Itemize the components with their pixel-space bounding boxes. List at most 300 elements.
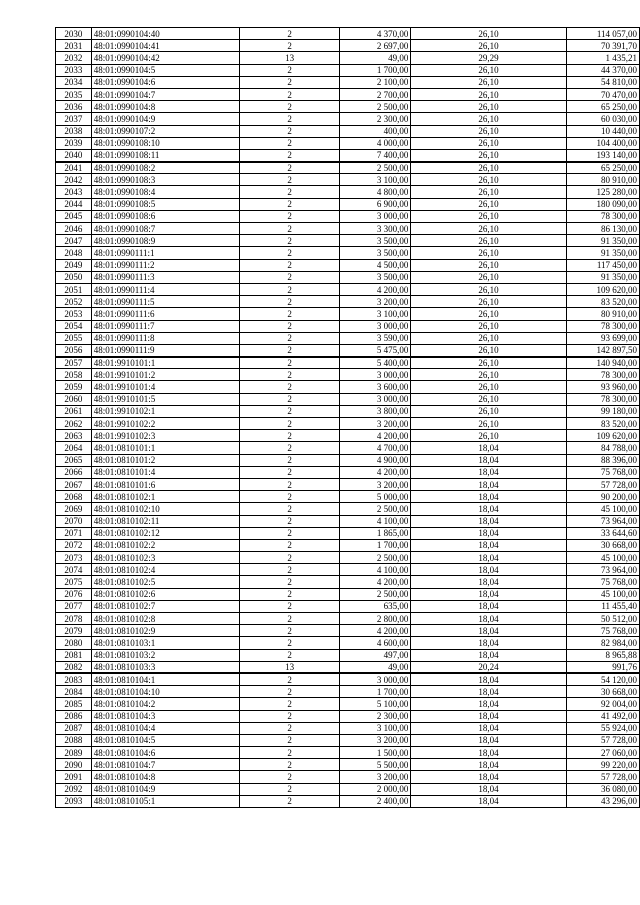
value-cell: 55 924,00: [566, 722, 639, 734]
table-row: [56, 113, 640, 125]
value-cell: 75 768,00: [566, 466, 639, 478]
row-number-cell: 2033: [56, 64, 92, 76]
area-cell: 497,00: [340, 649, 411, 661]
rate-cell: 26,10: [411, 162, 566, 174]
type-code-cell: 2: [240, 174, 340, 186]
type-code-cell: 2: [240, 478, 340, 490]
table-row: [56, 344, 640, 356]
area-cell: 4 370,00: [340, 28, 411, 40]
row-number-cell: 2075: [56, 576, 92, 588]
area-cell: 3 000,00: [340, 393, 411, 405]
rate-cell: 18,04: [411, 454, 566, 466]
type-code-cell: 2: [240, 625, 340, 637]
type-code-cell: 2: [240, 795, 340, 807]
table-row: [56, 734, 640, 746]
cadastral-number-cell: 48:01:0810102:11: [91, 515, 239, 527]
row-number-cell: 2090: [56, 759, 92, 771]
cadastral-number-cell: 48:01:0990104:5: [91, 64, 239, 76]
type-code-cell: 2: [240, 466, 340, 478]
value-cell: 8 965,88: [566, 649, 639, 661]
cadastral-number-cell: 48:01:0810104:2: [91, 698, 239, 710]
area-cell: 4 100,00: [340, 564, 411, 576]
table-row: [56, 88, 640, 100]
type-code-cell: 2: [240, 101, 340, 113]
type-code-cell: 2: [240, 564, 340, 576]
row-number-cell: 2046: [56, 223, 92, 235]
cadastral-number-cell: 48:01:0990108:5: [91, 198, 239, 210]
rate-cell: 26,10: [411, 137, 566, 149]
row-number-cell: 2091: [56, 771, 92, 783]
rate-cell: 20,24: [411, 661, 566, 673]
table-row: [56, 771, 640, 783]
rate-cell: 18,04: [411, 576, 566, 588]
area-cell: 49,00: [340, 661, 411, 673]
cadastral-number-cell: 48:01:0990111:3: [91, 271, 239, 283]
row-number-cell: 2074: [56, 564, 92, 576]
type-code-cell: 2: [240, 747, 340, 759]
table-row: [56, 283, 640, 295]
value-cell: 991,76: [566, 661, 639, 673]
area-cell: 3 800,00: [340, 405, 411, 417]
cadastral-number-cell: 48:01:0810104:6: [91, 747, 239, 759]
row-number-cell: 2051: [56, 283, 92, 295]
row-number-cell: 2061: [56, 405, 92, 417]
rate-cell: 26,10: [411, 296, 566, 308]
rate-cell: 18,04: [411, 442, 566, 454]
area-cell: 2 100,00: [340, 76, 411, 88]
table-row: [56, 661, 640, 673]
value-cell: 78 300,00: [566, 393, 639, 405]
table-row: [56, 247, 640, 259]
rate-cell: 26,10: [411, 332, 566, 344]
table-row: [56, 503, 640, 515]
value-cell: 27 060,00: [566, 747, 639, 759]
area-cell: 4 200,00: [340, 466, 411, 478]
area-cell: 4 200,00: [340, 625, 411, 637]
value-cell: 54 810,00: [566, 76, 639, 88]
area-cell: 5 100,00: [340, 698, 411, 710]
area-cell: 3 000,00: [340, 210, 411, 222]
cadastral-number-cell: 48:01:0810104:1: [91, 673, 239, 685]
row-number-cell: 2056: [56, 344, 92, 356]
row-number-cell: 2093: [56, 795, 92, 807]
area-cell: 4 800,00: [340, 186, 411, 198]
table-row: [56, 296, 640, 308]
row-number-cell: 2059: [56, 381, 92, 393]
row-number-cell: 2041: [56, 162, 92, 174]
type-code-cell: 2: [240, 186, 340, 198]
row-number-cell: 2067: [56, 478, 92, 490]
rate-cell: 26,10: [411, 235, 566, 247]
table-row: [56, 332, 640, 344]
value-cell: 80 910,00: [566, 174, 639, 186]
area-cell: 3 500,00: [340, 271, 411, 283]
table-row: [56, 125, 640, 137]
cadastral-value-table: [55, 27, 640, 808]
table-row: [56, 162, 640, 174]
rate-cell: 26,10: [411, 174, 566, 186]
table-row: [56, 52, 640, 64]
type-code-cell: 2: [240, 88, 340, 100]
area-cell: 5 000,00: [340, 491, 411, 503]
row-number-cell: 2082: [56, 661, 92, 673]
row-number-cell: 2081: [56, 649, 92, 661]
table-row: [56, 466, 640, 478]
row-number-cell: 2037: [56, 113, 92, 125]
value-cell: 88 396,00: [566, 454, 639, 466]
rate-cell: 18,04: [411, 698, 566, 710]
value-cell: 11 455,40: [566, 600, 639, 612]
area-cell: 3 100,00: [340, 308, 411, 320]
cadastral-number-cell: 48:01:9910101:1: [91, 357, 239, 369]
row-number-cell: 2088: [56, 734, 92, 746]
area-cell: 2 000,00: [340, 783, 411, 795]
area-cell: 3 200,00: [340, 418, 411, 430]
type-code-cell: 2: [240, 369, 340, 381]
rate-cell: 18,04: [411, 552, 566, 564]
table-row: [56, 137, 640, 149]
cadastral-number-cell: 48:01:0990108:6: [91, 210, 239, 222]
cadastral-number-cell: 48:01:0810101:6: [91, 478, 239, 490]
cadastral-number-cell: 48:01:0810103:3: [91, 661, 239, 673]
type-code-cell: 2: [240, 223, 340, 235]
row-number-cell: 2057: [56, 357, 92, 369]
row-number-cell: 2077: [56, 600, 92, 612]
rate-cell: 26,10: [411, 259, 566, 271]
row-number-cell: 2084: [56, 686, 92, 698]
row-number-cell: 2078: [56, 613, 92, 625]
rate-cell: 18,04: [411, 637, 566, 649]
value-cell: 104 400,00: [566, 137, 639, 149]
value-cell: 91 350,00: [566, 271, 639, 283]
rate-cell: 26,10: [411, 405, 566, 417]
type-code-cell: 2: [240, 283, 340, 295]
row-number-cell: 2073: [56, 552, 92, 564]
table-row: [56, 673, 640, 685]
table-row: [56, 320, 640, 332]
type-code-cell: 2: [240, 28, 340, 40]
value-cell: 83 520,00: [566, 418, 639, 430]
table-row: [56, 64, 640, 76]
rate-cell: 18,04: [411, 747, 566, 759]
area-cell: 4 000,00: [340, 137, 411, 149]
cadastral-number-cell: 48:01:0810104:4: [91, 722, 239, 734]
row-number-cell: 2031: [56, 40, 92, 52]
type-code-cell: 2: [240, 125, 340, 137]
row-number-cell: 2071: [56, 527, 92, 539]
cadastral-number-cell: 48:01:9910102:2: [91, 418, 239, 430]
cadastral-number-cell: 48:01:0810102:5: [91, 576, 239, 588]
cadastral-number-cell: 48:01:0810102:9: [91, 625, 239, 637]
value-cell: 75 768,00: [566, 625, 639, 637]
value-cell: 114 057,00: [566, 28, 639, 40]
area-cell: 5 475,00: [340, 344, 411, 356]
rate-cell: 18,04: [411, 686, 566, 698]
value-cell: 193 140,00: [566, 149, 639, 161]
type-code-cell: 2: [240, 734, 340, 746]
rate-cell: 26,10: [411, 210, 566, 222]
type-code-cell: 2: [240, 40, 340, 52]
value-cell: 57 728,00: [566, 771, 639, 783]
cadastral-number-cell: 48:01:0990107:2: [91, 125, 239, 137]
rate-cell: 26,10: [411, 88, 566, 100]
area-cell: 2 700,00: [340, 88, 411, 100]
cadastral-number-cell: 48:01:0990108:9: [91, 235, 239, 247]
table-row: [56, 515, 640, 527]
type-code-cell: 2: [240, 430, 340, 442]
type-code-cell: 2: [240, 259, 340, 271]
cadastral-number-cell: 48:01:0810102:8: [91, 613, 239, 625]
table-row: [56, 478, 640, 490]
area-cell: 6 900,00: [340, 198, 411, 210]
row-number-cell: 2049: [56, 259, 92, 271]
cadastral-number-cell: 48:01:0990104:6: [91, 76, 239, 88]
type-code-cell: 2: [240, 76, 340, 88]
area-cell: 3 000,00: [340, 369, 411, 381]
table-row: [56, 40, 640, 52]
area-cell: 3 200,00: [340, 296, 411, 308]
table-row: [56, 747, 640, 759]
rate-cell: 26,10: [411, 320, 566, 332]
value-cell: 90 200,00: [566, 491, 639, 503]
cadastral-number-cell: 48:01:0990104:9: [91, 113, 239, 125]
table-row: [56, 759, 640, 771]
cadastral-number-cell: 48:01:0810105:1: [91, 795, 239, 807]
area-cell: 3 600,00: [340, 381, 411, 393]
area-cell: 2 500,00: [340, 503, 411, 515]
cadastral-number-cell: 48:01:9910101:2: [91, 369, 239, 381]
cadastral-number-cell: 48:01:0990111:7: [91, 320, 239, 332]
type-code-cell: 2: [240, 673, 340, 685]
type-code-cell: 13: [240, 661, 340, 673]
rate-cell: 18,04: [411, 795, 566, 807]
value-cell: 91 350,00: [566, 235, 639, 247]
rate-cell: 18,04: [411, 722, 566, 734]
row-number-cell: 2089: [56, 747, 92, 759]
table-row: [56, 430, 640, 442]
row-number-cell: 2079: [56, 625, 92, 637]
rate-cell: 18,04: [411, 649, 566, 661]
row-number-cell: 2076: [56, 588, 92, 600]
row-number-cell: 2053: [56, 308, 92, 320]
value-cell: 30 668,00: [566, 686, 639, 698]
value-cell: 91 350,00: [566, 247, 639, 259]
row-number-cell: 2055: [56, 332, 92, 344]
table-row: [56, 101, 640, 113]
table-row: [56, 418, 640, 430]
table-row: [56, 28, 640, 40]
type-code-cell: 2: [240, 381, 340, 393]
cadastral-number-cell: 48:01:0810102:10: [91, 503, 239, 515]
row-number-cell: 2047: [56, 235, 92, 247]
cadastral-number-cell: 48:01:0990108:7: [91, 223, 239, 235]
table-row: [56, 600, 640, 612]
type-code-cell: 13: [240, 52, 340, 64]
value-cell: 84 788,00: [566, 442, 639, 454]
table-row: [56, 149, 640, 161]
rate-cell: 29,29: [411, 52, 566, 64]
area-cell: 400,00: [340, 125, 411, 137]
type-code-cell: 2: [240, 137, 340, 149]
type-code-cell: 2: [240, 320, 340, 332]
cadastral-number-cell: 48:01:0810104:9: [91, 783, 239, 795]
rate-cell: 18,04: [411, 527, 566, 539]
value-cell: 75 768,00: [566, 576, 639, 588]
table-row: [56, 393, 640, 405]
table-row: [56, 381, 640, 393]
table-row: [56, 625, 640, 637]
row-number-cell: 2086: [56, 710, 92, 722]
document-page: [55, 27, 640, 808]
rate-cell: 18,04: [411, 503, 566, 515]
type-code-cell: 2: [240, 686, 340, 698]
type-code-cell: 2: [240, 296, 340, 308]
value-cell: 60 030,00: [566, 113, 639, 125]
cadastral-number-cell: 48:01:0810103:2: [91, 649, 239, 661]
area-cell: 2 300,00: [340, 113, 411, 125]
cadastral-number-cell: 48:01:0990111:9: [91, 344, 239, 356]
type-code-cell: 2: [240, 393, 340, 405]
rate-cell: 26,10: [411, 198, 566, 210]
cadastral-number-cell: 48:01:0810104:8: [91, 771, 239, 783]
type-code-cell: 2: [240, 235, 340, 247]
table-row: [56, 369, 640, 381]
area-cell: 4 600,00: [340, 637, 411, 649]
area-cell: 4 200,00: [340, 576, 411, 588]
table-row: [56, 259, 640, 271]
area-cell: 49,00: [340, 52, 411, 64]
cadastral-number-cell: 48:01:0810102:7: [91, 600, 239, 612]
area-cell: 3 200,00: [340, 478, 411, 490]
type-code-cell: 2: [240, 332, 340, 344]
value-cell: 50 512,00: [566, 613, 639, 625]
area-cell: 2 500,00: [340, 162, 411, 174]
table-row: [56, 588, 640, 600]
value-cell: 73 964,00: [566, 515, 639, 527]
table-row: [56, 539, 640, 551]
value-cell: 93 960,00: [566, 381, 639, 393]
row-number-cell: 2060: [56, 393, 92, 405]
rate-cell: 18,04: [411, 625, 566, 637]
table-row: [56, 564, 640, 576]
rate-cell: 26,10: [411, 283, 566, 295]
table-row: [56, 198, 640, 210]
table-row: [56, 527, 640, 539]
table-row: [56, 491, 640, 503]
value-cell: 57 728,00: [566, 478, 639, 490]
area-cell: 4 100,00: [340, 515, 411, 527]
cadastral-number-cell: 48:01:0990108:4: [91, 186, 239, 198]
row-number-cell: 2085: [56, 698, 92, 710]
cadastral-number-cell: 48:01:0990111:5: [91, 296, 239, 308]
value-cell: 78 300,00: [566, 210, 639, 222]
row-number-cell: 2092: [56, 783, 92, 795]
row-number-cell: 2052: [56, 296, 92, 308]
area-cell: 3 200,00: [340, 771, 411, 783]
row-number-cell: 2058: [56, 369, 92, 381]
rate-cell: 26,10: [411, 186, 566, 198]
type-code-cell: 2: [240, 405, 340, 417]
type-code-cell: 2: [240, 418, 340, 430]
type-code-cell: 2: [240, 613, 340, 625]
value-cell: 41 492,00: [566, 710, 639, 722]
cadastral-number-cell: 48:01:0990104:7: [91, 88, 239, 100]
type-code-cell: 2: [240, 759, 340, 771]
rate-cell: 26,10: [411, 418, 566, 430]
area-cell: 2 300,00: [340, 710, 411, 722]
value-cell: 109 620,00: [566, 283, 639, 295]
cadastral-number-cell: 48:01:0990111:1: [91, 247, 239, 259]
value-cell: 43 296,00: [566, 795, 639, 807]
row-number-cell: 2048: [56, 247, 92, 259]
row-number-cell: 2050: [56, 271, 92, 283]
value-cell: 45 100,00: [566, 503, 639, 515]
cadastral-number-cell: 48:01:0810102:3: [91, 552, 239, 564]
rate-cell: 18,04: [411, 491, 566, 503]
type-code-cell: 2: [240, 588, 340, 600]
value-cell: 109 620,00: [566, 430, 639, 442]
table-row: [56, 174, 640, 186]
value-cell: 57 728,00: [566, 734, 639, 746]
rate-cell: 18,04: [411, 588, 566, 600]
value-cell: 78 300,00: [566, 320, 639, 332]
area-cell: 5 500,00: [340, 759, 411, 771]
cadastral-number-cell: 48:01:0810104:7: [91, 759, 239, 771]
cadastral-number-cell: 48:01:0990104:8: [91, 101, 239, 113]
type-code-cell: 2: [240, 527, 340, 539]
cadastral-number-cell: 48:01:0990108:11: [91, 149, 239, 161]
cadastral-number-cell: 48:01:0990111:2: [91, 259, 239, 271]
table-body: [56, 28, 640, 808]
area-cell: 1 865,00: [340, 527, 411, 539]
row-number-cell: 2066: [56, 466, 92, 478]
type-code-cell: 2: [240, 454, 340, 466]
rate-cell: 18,04: [411, 771, 566, 783]
type-code-cell: 2: [240, 162, 340, 174]
type-code-cell: 2: [240, 637, 340, 649]
value-cell: 65 250,00: [566, 162, 639, 174]
row-number-cell: 2069: [56, 503, 92, 515]
row-number-cell: 2065: [56, 454, 92, 466]
cadastral-number-cell: 48:01:0990111:6: [91, 308, 239, 320]
rate-cell: 26,10: [411, 247, 566, 259]
rate-cell: 18,04: [411, 759, 566, 771]
type-code-cell: 2: [240, 698, 340, 710]
cadastral-number-cell: 48:01:0810101:1: [91, 442, 239, 454]
row-number-cell: 2062: [56, 418, 92, 430]
rate-cell: 26,10: [411, 344, 566, 356]
type-code-cell: 2: [240, 344, 340, 356]
cadastral-number-cell: 48:01:0810102:1: [91, 491, 239, 503]
type-code-cell: 2: [240, 64, 340, 76]
type-code-cell: 2: [240, 783, 340, 795]
row-number-cell: 2034: [56, 76, 92, 88]
rate-cell: 18,04: [411, 466, 566, 478]
row-number-cell: 2035: [56, 88, 92, 100]
area-cell: 3 100,00: [340, 722, 411, 734]
type-code-cell: 2: [240, 710, 340, 722]
cadastral-number-cell: 48:01:0990108:3: [91, 174, 239, 186]
cadastral-number-cell: 48:01:0810102:4: [91, 564, 239, 576]
rate-cell: 26,10: [411, 101, 566, 113]
table-row: [56, 235, 640, 247]
value-cell: 70 391,70: [566, 40, 639, 52]
row-number-cell: 2030: [56, 28, 92, 40]
row-number-cell: 2038: [56, 125, 92, 137]
area-cell: 1 500,00: [340, 747, 411, 759]
type-code-cell: 2: [240, 149, 340, 161]
rate-cell: 18,04: [411, 539, 566, 551]
